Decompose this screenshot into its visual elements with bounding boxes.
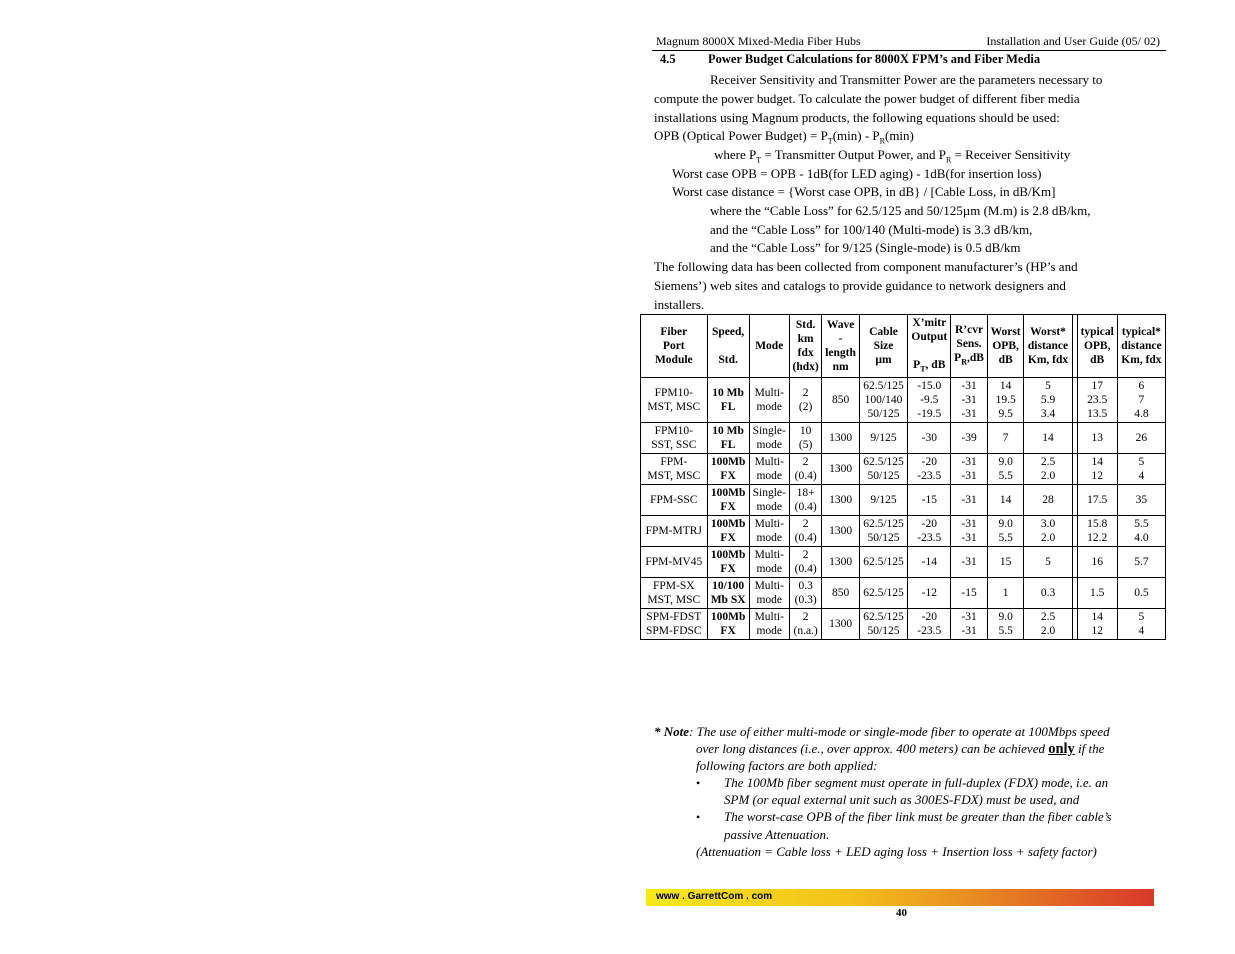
typical-opb-cell: 17 23.5 13.5 bbox=[1077, 378, 1117, 423]
worst-distance-line: Worst case distance = {Worst case OPB, in dB} / [Cable Loss, in dB/Km] bbox=[672, 184, 1056, 199]
module-cell: FPM- MST, MSC bbox=[641, 454, 708, 485]
bullet-icon: • bbox=[696, 776, 701, 790]
cable-size-cell: 62.5/125 50/125 bbox=[859, 516, 907, 547]
col-speed: Speed, Std. bbox=[707, 315, 749, 378]
footer-url: www . GarrettCom . com bbox=[656, 891, 773, 902]
xmitr-output-cell: -20 -23.5 bbox=[908, 609, 951, 640]
table-row bbox=[641, 378, 1166, 423]
worst-opb-cell: 9.0 5.5 bbox=[987, 454, 1024, 485]
xmitr-output-cell: -12 bbox=[908, 578, 951, 609]
wavelength-cell: 1300 bbox=[822, 423, 859, 454]
wavelength-cell: 1300 bbox=[822, 516, 859, 547]
worst-opb-line: Worst case OPB = OPB - 1dB(for LED aging) - 1dB(for insertion loss) bbox=[672, 166, 1042, 181]
note-line: over long distances (i.e., over approx. 400 meters) can be achieved only if the bbox=[696, 741, 1105, 757]
opb-equation: OPB (Optical Power Budget) = $P_T(\min) - P_R(\min)$ bbox=[654, 128, 914, 146]
col-worst-opb: Worst OPB, dB bbox=[987, 315, 1024, 378]
paragraph-line: installations using Magnum products, the following equations should be used: bbox=[654, 110, 1060, 125]
col-fiber-port-module: Fiber Port Module bbox=[641, 315, 708, 378]
typical-opb-cell: 15.8 12.2 bbox=[1077, 516, 1117, 547]
worst-distance-cell: 28 bbox=[1024, 485, 1072, 516]
typical-distance-cell: 5 4 bbox=[1117, 454, 1165, 485]
header-rule bbox=[652, 50, 1166, 51]
mode-cell: Multi- mode bbox=[749, 578, 789, 609]
typical-distance-cell: 5 4 bbox=[1117, 609, 1165, 640]
table-row bbox=[641, 485, 1166, 516]
std-km-cell: 2 (0.4) bbox=[789, 454, 821, 485]
cable-loss-line: and the “Cable Loss” for 9/125 (Single-mode) is 0.5 dB/km bbox=[710, 240, 1021, 255]
worst-distance-cell: 5 5.9 3.4 bbox=[1024, 378, 1072, 423]
worst-distance-cell: 5 bbox=[1024, 547, 1072, 578]
worst-opb-cell: 1 bbox=[987, 578, 1024, 609]
worst-distance-cell: 2.5 2.0 bbox=[1024, 609, 1072, 640]
speed-cell: 100Mb FX bbox=[707, 609, 749, 640]
speed-cell: 10/100 Mb SX bbox=[707, 578, 749, 609]
cable-size-cell: 9/125 bbox=[859, 423, 907, 454]
worst-distance-cell: 0.3 bbox=[1024, 578, 1072, 609]
note-bullet-text: The worst-case OPB of the fiber link must be greater than the fiber cable’s bbox=[724, 809, 1112, 824]
typical-distance-cell: 0.5 bbox=[1117, 578, 1165, 609]
note-bullet-text: SPM (or equal external unit such as 300ES-FDX) must be used, and bbox=[724, 792, 1080, 807]
xmitr-output-cell: -14 bbox=[908, 547, 951, 578]
worst-opb-cell: 9.0 5.5 bbox=[987, 609, 1024, 640]
note-line: * Note: The use of either multi-mode or single-mode fiber to operate at 100Mbps speed bbox=[654, 724, 1110, 739]
header-right: Installation and User Guide (05/ 02) bbox=[986, 34, 1160, 48]
rcvr-sens-cell: -39 bbox=[951, 423, 987, 454]
typical-distance-cell: 26 bbox=[1117, 423, 1165, 454]
typical-opb-cell: 16 bbox=[1077, 547, 1117, 578]
col-rcvr-sens: R’cvr Sens. $P_R,dB$ bbox=[951, 315, 987, 378]
paragraph-line: installers. bbox=[654, 297, 705, 312]
table-row bbox=[641, 423, 1166, 454]
mode-cell: Multi- mode bbox=[749, 378, 789, 423]
mode-cell: Multi- mode bbox=[749, 609, 789, 640]
std-km-cell: 2 (2) bbox=[789, 378, 821, 423]
cable-size-cell: 62.5/125 100/140 50/125 bbox=[859, 378, 907, 423]
bullet-icon: • bbox=[696, 810, 701, 824]
wavelength-cell: 1300 bbox=[822, 454, 859, 485]
worst-distance-cell: 3.0 2.0 bbox=[1024, 516, 1072, 547]
typical-distance-cell: 35 bbox=[1117, 485, 1165, 516]
module-cell: FPM10- MST, MSC bbox=[641, 378, 708, 423]
table-row bbox=[641, 454, 1166, 485]
typical-distance-cell: 6 7 4.8 bbox=[1117, 378, 1165, 423]
col-cable-size: Cable Size µm bbox=[859, 315, 907, 378]
cable-size-cell: 62.5/125 50/125 bbox=[859, 609, 907, 640]
power-budget-table bbox=[640, 314, 1166, 640]
mode-cell: Multi- mode bbox=[749, 516, 789, 547]
rcvr-sens-cell: -15 bbox=[951, 578, 987, 609]
worst-opb-cell: 14 bbox=[987, 485, 1024, 516]
module-cell: FPM10- SST, SSC bbox=[641, 423, 708, 454]
note-line: following factors are both applied: bbox=[696, 758, 878, 773]
xmitr-output-cell: -20 -23.5 bbox=[908, 454, 951, 485]
mode-cell: Multi- mode bbox=[749, 454, 789, 485]
speed-cell: 100Mb FX bbox=[707, 485, 749, 516]
note-bullet-text: passive Attenuation. bbox=[724, 827, 830, 842]
wavelength-cell: 1300 bbox=[822, 485, 859, 516]
cable-size-cell: 9/125 bbox=[859, 485, 907, 516]
worst-opb-cell: 9.0 5.5 bbox=[987, 516, 1024, 547]
wavelength-cell: 1300 bbox=[822, 547, 859, 578]
worst-opb-cell: 14 19.5 9.5 bbox=[987, 378, 1024, 423]
module-cell: FPM-MTRJ bbox=[641, 516, 708, 547]
typical-opb-cell: 17.5 bbox=[1077, 485, 1117, 516]
wavelength-cell: 850 bbox=[822, 378, 859, 423]
table-body bbox=[641, 378, 1166, 640]
mode-cell: Single- mode bbox=[749, 485, 789, 516]
typical-distance-cell: 5.5 4.0 bbox=[1117, 516, 1165, 547]
worst-opb-cell: 15 bbox=[987, 547, 1024, 578]
wavelength-cell: 1300 bbox=[822, 609, 859, 640]
speed-cell: 100Mb FX bbox=[707, 516, 749, 547]
cable-size-cell: 62.5/125 bbox=[859, 547, 907, 578]
rcvr-sens-cell: -31 -31 -31 bbox=[951, 378, 987, 423]
table-header-row bbox=[641, 315, 1166, 378]
cable-size-cell: 62.5/125 bbox=[859, 578, 907, 609]
footer-bar bbox=[646, 889, 1154, 906]
col-typical-distance: typical* distance Km, fdx bbox=[1117, 315, 1165, 378]
rcvr-sens-cell: -31 bbox=[951, 547, 987, 578]
speed-cell: 10 Mb FL bbox=[707, 423, 749, 454]
std-km-cell: 2 (0.4) bbox=[789, 547, 821, 578]
rcvr-sens-cell: -31 -31 bbox=[951, 454, 987, 485]
wavelength-cell: 850 bbox=[822, 578, 859, 609]
std-km-cell: 0.3 (0.3) bbox=[789, 578, 821, 609]
module-cell: FPM-SX MST, MSC bbox=[641, 578, 708, 609]
worst-opb-cell: 7 bbox=[987, 423, 1024, 454]
paragraph-line: Siemens’) web sites and catalogs to provide guidance to network designers and bbox=[654, 278, 1066, 293]
module-cell: FPM-MV45 bbox=[641, 547, 708, 578]
std-km-cell: 2 (0.4) bbox=[789, 516, 821, 547]
std-km-cell: 18+ (0.4) bbox=[789, 485, 821, 516]
rcvr-sens-cell: -31 bbox=[951, 485, 987, 516]
cable-loss-line: and the “Cable Loss” for 100/140 (Multi-mode) is 3.3 dB/km, bbox=[710, 222, 1033, 237]
speed-cell: 10 Mb FL bbox=[707, 378, 749, 423]
section-title: Power Budget Calculations for 8000X FPM’s and Fiber Media bbox=[708, 52, 1041, 66]
col-xmitr-output: X’mitr Output $P_T$, dB bbox=[908, 315, 951, 378]
speed-cell: 100Mb FX bbox=[707, 547, 749, 578]
speed-cell: 100Mb FX bbox=[707, 454, 749, 485]
typical-opb-cell: 13 bbox=[1077, 423, 1117, 454]
std-km-cell: 10 (5) bbox=[789, 423, 821, 454]
mode-cell: Single- mode bbox=[749, 423, 789, 454]
col-mode: Mode bbox=[749, 315, 789, 378]
module-cell: SPM-FDST SPM-FDSC bbox=[641, 609, 708, 640]
col-typical-opb: typical OPB, dB bbox=[1077, 315, 1117, 378]
col-worst-distance: Worst* distance Km, fdx bbox=[1024, 315, 1072, 378]
table-row bbox=[641, 578, 1166, 609]
mode-cell: Multi- mode bbox=[749, 547, 789, 578]
std-km-cell: 2 (n.a.) bbox=[789, 609, 821, 640]
rcvr-sens-cell: -31 -31 bbox=[951, 609, 987, 640]
cable-size-cell: 62.5/125 50/125 bbox=[859, 454, 907, 485]
col-std-km: Std. km fdx (hdx) bbox=[789, 315, 821, 378]
typical-opb-cell: 1.5 bbox=[1077, 578, 1117, 609]
worst-distance-cell: 14 bbox=[1024, 423, 1072, 454]
section-heading bbox=[660, 52, 1040, 67]
xmitr-output-cell: -15 bbox=[908, 485, 951, 516]
table-row bbox=[641, 609, 1166, 640]
module-cell: FPM-SSC bbox=[641, 485, 708, 516]
col-wavelength: Wave - length nm bbox=[822, 315, 859, 378]
page-number: 40 bbox=[896, 907, 907, 919]
cable-loss-line: where the “Cable Loss” for 62.5/125 and 50/125µm (M.m) is 2.8 dB/km, bbox=[710, 203, 1091, 218]
table-row bbox=[641, 516, 1166, 547]
typical-opb-cell: 14 12 bbox=[1077, 609, 1117, 640]
xmitr-output-cell: -30 bbox=[908, 423, 951, 454]
rcvr-sens-cell: -31 -31 bbox=[951, 516, 987, 547]
note-bullet-text: The 100Mb fiber segment must operate in full-duplex (FDX) mode, i.e. an bbox=[724, 775, 1109, 790]
table-row bbox=[641, 547, 1166, 578]
xmitr-output-cell: -15.0 -9.5 -19.5 bbox=[908, 378, 951, 423]
paragraph-line: The following data has been collected from component manufacturer’s (HP’s and bbox=[654, 259, 1078, 274]
header-left: Magnum 8000X Mixed-Media Fiber Hubs bbox=[656, 34, 861, 48]
attenuation-formula: (Attenuation = Cable loss + LED aging loss + Insertion loss + safety factor) bbox=[696, 844, 1097, 859]
section-number: 4.5 bbox=[660, 52, 676, 66]
paragraph-line: Receiver Sensitivity and Transmitter Power are the parameters necessary to bbox=[710, 72, 1103, 87]
typical-distance-cell: 5.7 bbox=[1117, 547, 1165, 578]
where-line: where $P_T$ = Transmitter Output Power, and $P_R$ = Receiver Sensitivity bbox=[714, 147, 1071, 165]
typical-opb-cell: 14 12 bbox=[1077, 454, 1117, 485]
paragraph-line: compute the power budget. To calculate the power budget of different fiber media bbox=[654, 91, 1080, 106]
xmitr-output-cell: -20 -23.5 bbox=[908, 516, 951, 547]
worst-distance-cell: 2.5 2.0 bbox=[1024, 454, 1072, 485]
